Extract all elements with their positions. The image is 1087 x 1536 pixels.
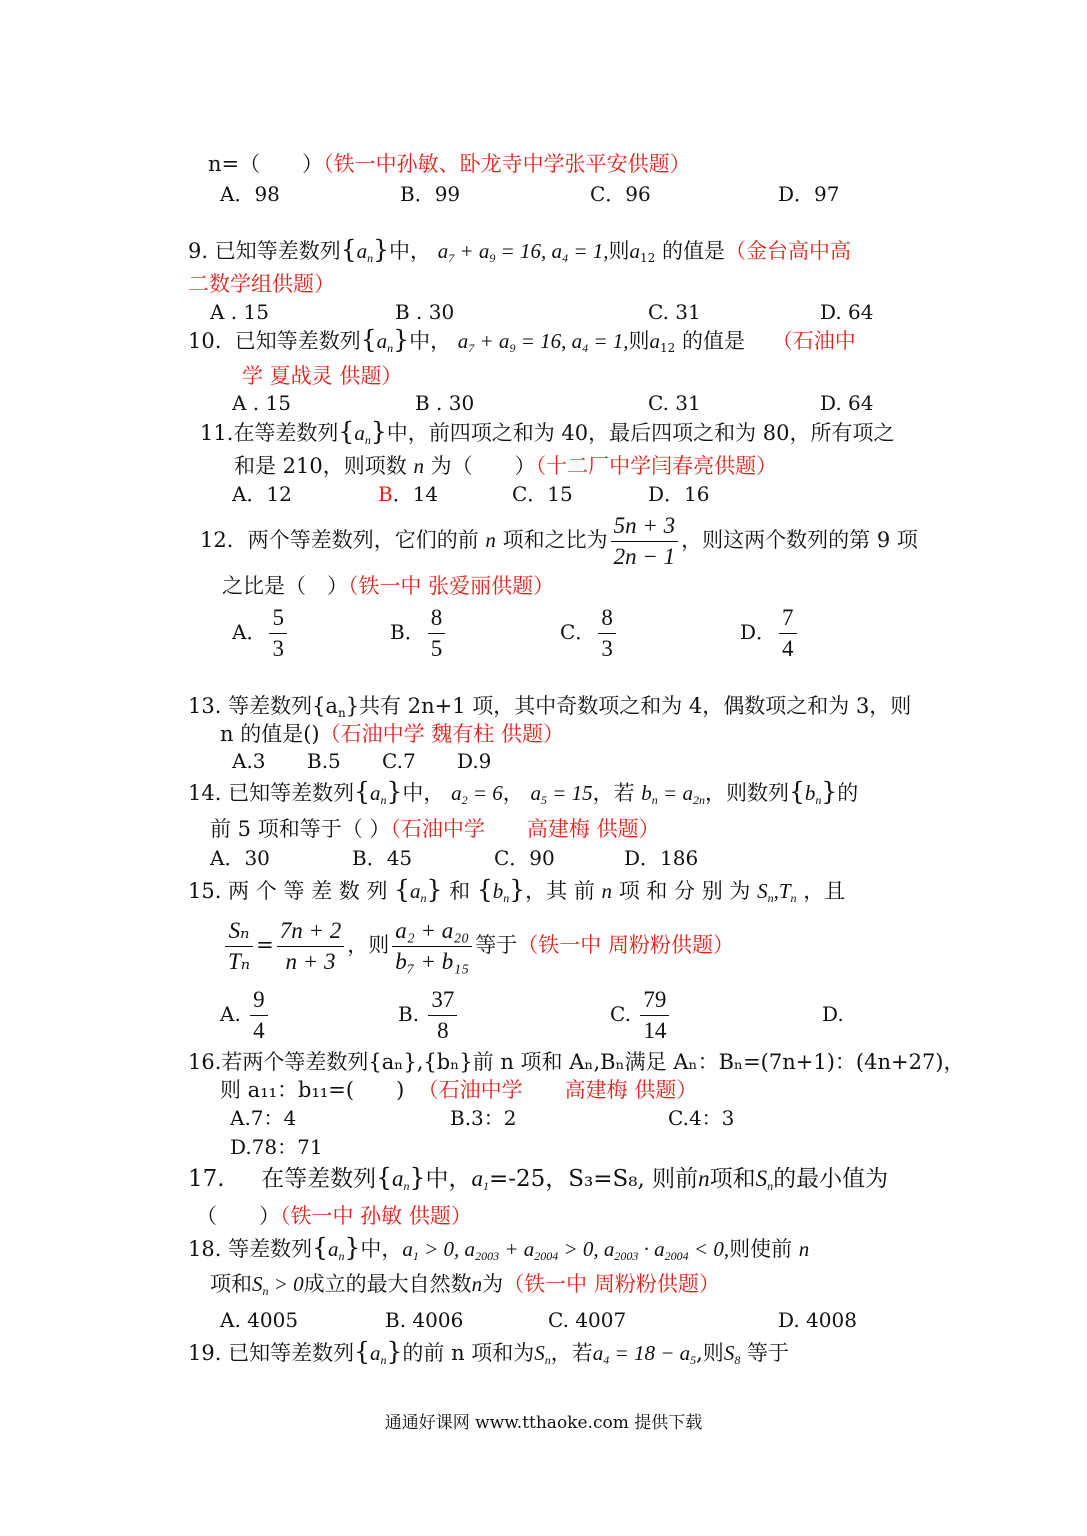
brace: { (340, 235, 357, 264)
q13-line2 (220, 720, 564, 748)
fraction-denominator: 3 (601, 636, 613, 661)
q12-credit: （铁一中 张爱丽供题） (348, 574, 555, 598)
q17-line1 (188, 1164, 888, 1193)
brace: { (376, 1163, 393, 1192)
q19-line1 (188, 1338, 789, 1367)
q17-sn: $S_n$ (755, 1166, 774, 1193)
seq-a: $a_n$ (356, 239, 374, 265)
q15-st: $S_n,T_n$ (757, 879, 797, 905)
q13-option-a: A.3 (232, 749, 266, 773)
q18-option-b: B. 4006 (385, 1308, 464, 1332)
q13-text2: }共有 2n+1 项，其中奇数项之和为 4，偶数项之和为 3，则 (345, 694, 912, 718)
q8-option-b: B．99 (400, 182, 461, 206)
q19-text2: 的前 n 项和为 (402, 1341, 535, 1365)
fraction-numerator: 9 (250, 985, 268, 1016)
q9-option-d: D. 64 (820, 300, 874, 324)
q14-credit: （石油中学 高建梅 供题） (390, 817, 660, 841)
q14-sep: ， (502, 781, 524, 805)
fraction-numerator: 79 (640, 985, 669, 1016)
q15-text6: ，则 (347, 933, 390, 957)
q16-option-a: A.7：4 (230, 1106, 297, 1130)
q12-ratio-fraction (611, 511, 679, 572)
q19-sn: $S_n$ (534, 1341, 551, 1367)
q12-text3: ，则这两个数列的第 9 项 (681, 528, 918, 552)
q17-text2: 中， (425, 1166, 472, 1192)
fraction-numerator: 8 (428, 603, 446, 634)
q18-sn: $S_n > 0$ (252, 1272, 304, 1298)
seq-b: $b_n$ (804, 781, 822, 807)
q12-text4: 之比是（ ） (222, 574, 348, 598)
q15-text7: 等于 (475, 933, 518, 957)
seq-a: $a_n$ (369, 781, 387, 807)
brace: { (312, 1233, 328, 1262)
q8-line (208, 150, 691, 178)
brace: { (788, 777, 805, 806)
q19-text3: ，若 (550, 1341, 593, 1365)
q10-credit2: 学 夏战灵 供题） (242, 364, 403, 388)
q11-option-b-value: ．14 (392, 482, 439, 506)
q13-text1: 13. 等差数列{a (188, 694, 338, 718)
q14-line1 (188, 778, 858, 807)
fraction-numerator: 7n + 2 (277, 916, 345, 947)
option-fraction (598, 603, 616, 664)
option-label: C. (610, 1002, 631, 1026)
q14-text3: ，若 (592, 781, 635, 805)
q9-credit1: （金台高中高 (724, 239, 851, 263)
q11-option-b (378, 480, 438, 508)
q18-option-a: A. 4005 (220, 1308, 299, 1332)
q12-text2: 项和之比为 (502, 528, 608, 552)
q10-line1 (188, 326, 856, 355)
q18-text1: 18. 等差数列 (188, 1237, 313, 1261)
fraction-numerator: 5n + 3 (611, 511, 679, 542)
seq-a: $a_n$ (410, 879, 427, 905)
q16-line2 (220, 1076, 697, 1104)
seq-a: $a_n$ (369, 1341, 387, 1367)
q17-number: 17. (188, 1166, 225, 1192)
q16-line1: 16.若两个等差数列{aₙ},{bₙ}前 n 项和 Aₙ,Bₙ满足 Aₙ：Bₙ=(7n+1)：(4n+27)， (188, 1050, 965, 1074)
q16-credit: （石油中学 高建梅 供题） (417, 1078, 698, 1102)
q16-option-b: B.3：2 (450, 1106, 517, 1130)
q10-text2: 中， (409, 329, 452, 353)
option-fraction (250, 985, 268, 1046)
brace: { (394, 875, 411, 904)
q10-option-d: D. 64 (820, 391, 874, 415)
q12-text1: 12．两个等差数列，它们的前 (200, 528, 479, 552)
q10-text: 已知等差数列 (234, 329, 361, 353)
q9-line1 (188, 236, 851, 265)
q18-credit: （铁一中 周粉粉供题） (503, 1272, 720, 1296)
q14-line2 (210, 815, 660, 843)
option-label: A. (220, 1002, 241, 1026)
fraction-denominator: n + 3 (285, 949, 336, 974)
fraction-numerator: 8 (598, 603, 616, 634)
q13-text3: n 的值是() (220, 722, 320, 746)
seq-a: $a_n$ (354, 421, 371, 447)
fraction-denominator: 3 (272, 636, 284, 661)
q15-option-c (610, 985, 672, 1046)
brace: } (409, 1163, 426, 1192)
q15-text5: ，且 (803, 879, 846, 903)
fraction-denominator: b₇ + b₁₅ (395, 949, 470, 974)
q11-option-d: D．16 (648, 482, 710, 506)
q15-fraction-ask (392, 916, 472, 977)
q10-equation: $a_7 + a_9 = 16$, $a_4 = 1$, (457, 329, 629, 355)
q9-equation: $a_7 + a_9 = 16$, $a_4 = 1$, (437, 239, 609, 265)
brace: } (386, 777, 403, 806)
q17-text4: 项和 (709, 1166, 756, 1192)
q9-option-c: C. 31 (648, 300, 701, 324)
option-fraction (428, 985, 457, 1046)
q14-option-d: D．186 (624, 846, 699, 870)
q12-option-a (232, 603, 290, 664)
fraction-denominator: 4 (253, 1018, 265, 1043)
q10-credit1: （石油中 (771, 329, 856, 353)
fraction-denominator: 8 (437, 1018, 449, 1043)
q8-tail: n=（ ） (208, 152, 324, 176)
seq-b: $b_n$ (492, 879, 510, 905)
q10-number: 10. (188, 329, 222, 353)
q18-option-c: C. 4007 (548, 1308, 627, 1332)
q17-text3: =-25，S₃=S₈, 则前 (488, 1166, 699, 1192)
q15-var: n (601, 879, 613, 903)
q16-text2: 则 a₁₁：b₁₁=( ) (220, 1078, 405, 1102)
q8-option-d: D．97 (778, 182, 840, 206)
brace: } (386, 1337, 403, 1366)
q15-option-b (398, 985, 460, 1046)
q10-option-b: B . 30 (415, 391, 475, 415)
var-n: n (698, 1166, 710, 1191)
q10-text3: 则$a_{12}$ 的值是 (628, 329, 745, 355)
q18-equation: $a_1 > 0$, $a_{2003} + a_{2004} > 0$, $a_{2003} \cdot a_{2004} < 0$, (402, 1237, 730, 1263)
q9-option-b: B . 30 (395, 300, 455, 324)
q14-text1: 14. 已知等差数列 (188, 781, 355, 805)
q9-text2: 中， (389, 239, 432, 263)
q11-text2: 中，前四项之和为 40，最后四项之和为 80，所有项之 (386, 421, 895, 445)
option-label: B. (398, 1002, 420, 1026)
q16-option-d: D.78：71 (230, 1135, 323, 1159)
q15-fraction-st (225, 916, 253, 977)
q19-text1: 19. 已知等差数列 (188, 1341, 355, 1365)
q8-option-a: A．98 (220, 182, 280, 206)
q13-line1 (188, 692, 911, 720)
option-label: C． (560, 620, 596, 644)
brace: } (393, 325, 410, 354)
q17-text6: （ ） (196, 1204, 280, 1228)
q9-text3: 则$a_{12}$ 的值是 (608, 239, 725, 265)
q15-line1 (188, 876, 845, 905)
q13-sub: n (337, 706, 346, 720)
brace: { (360, 325, 377, 354)
fraction-denominator: 2n − 1 (613, 544, 676, 569)
q11-credit: （十二厂中学闫春亮供题） (535, 454, 778, 478)
q11-var: n (413, 454, 424, 478)
q13-credit: （石油中学 魏有柱 供题） (319, 722, 564, 746)
q19-text4: ,则 (696, 1341, 724, 1365)
q15-option-d: D. (822, 1002, 844, 1026)
option-fraction (269, 603, 287, 664)
q17-line2 (196, 1202, 472, 1230)
q15-credit: （铁一中 周粉粉供题） (517, 933, 734, 957)
brace: { (354, 1337, 370, 1366)
q14-text6: 前 5 项和等于（ ） (210, 817, 391, 841)
q15-text4: 项 和 分 别 为 (618, 879, 751, 903)
fraction-numerator: Sₙ (225, 916, 253, 947)
brace: } (426, 875, 443, 904)
q14-option-a: A．30 (210, 846, 270, 870)
q15-text1: 15. 两 个 等 差 数 列 (188, 879, 388, 903)
q14-option-c: C．90 (494, 846, 555, 870)
q14-eq3: $b_n = a_{2n}$ (641, 781, 705, 807)
page-footer: 通通好课网 www.tthaoke.com 提供下载 (384, 1413, 703, 1433)
q11-line2 (234, 452, 777, 480)
brace: } (344, 1233, 361, 1262)
brace: { (354, 777, 370, 806)
option-label: A． (232, 620, 267, 644)
q13-option-d: D.9 (457, 749, 492, 773)
brace: } (373, 235, 390, 264)
var-n: n (798, 1237, 810, 1261)
q15-fraction-ratio (277, 916, 345, 977)
q11-option-a: A．12 (232, 482, 292, 506)
brace: } (821, 777, 838, 806)
q18-text6: 为 (482, 1272, 504, 1296)
q14-eq1: $a_2 = 6$ (451, 781, 503, 807)
fraction-denominator: 14 (643, 1018, 667, 1043)
option-fraction (640, 985, 669, 1046)
fraction-numerator: 5 (269, 603, 287, 634)
fraction-denominator: 4 (782, 636, 794, 661)
fraction-denominator: 5 (430, 636, 443, 661)
brace: } (370, 417, 387, 446)
q18-text2: 中， (360, 1237, 403, 1261)
q14-option-b: B．45 (352, 846, 413, 870)
q16-option-c: C.4：3 (668, 1106, 735, 1130)
q18-text4: 项和 (210, 1272, 252, 1296)
q14-text2: 中， (402, 781, 445, 805)
q14-eq2: $a_5 = 15$ (530, 781, 593, 807)
q17-a1: $a_1$ (471, 1166, 489, 1193)
q12-option-c (560, 603, 619, 664)
q18-text5: 成立的最大自然数 (303, 1272, 472, 1296)
fraction-numerator: 7 (779, 603, 797, 634)
q19-s8: $S_8$ (723, 1341, 741, 1367)
q15-line2: $\frac{\text{Sₙ}}{\text{Tₙ}}$ = $\frac{7n + 2}{n + 3}$ ，则 $\frac{\text{a₂ + a₂₀}}{\text{b₇ + b₁₅}}$ 等于（铁一中 周粉粉供题） (222, 912, 734, 978)
q11-text3: 和是 210，则项数 (234, 454, 407, 478)
fraction-numerator: a₂ + a₂₀ (392, 916, 472, 947)
brace: } (509, 875, 526, 904)
q9-credit2: 二数学组供题） (188, 272, 335, 296)
q12-line2 (222, 572, 554, 600)
fraction-numerator: 37 (428, 985, 457, 1016)
brace: { (338, 417, 355, 446)
q10-option-c: C. 31 (648, 391, 701, 415)
q15-option-a (220, 985, 271, 1046)
q11-text1: 11.在等差数列 (200, 421, 339, 445)
q15-text2: 和 (449, 879, 471, 903)
q17-credit: （铁一中 孙敏 供题） (280, 1204, 472, 1228)
q13-option-c: C.7 (382, 749, 416, 773)
q18-line2 (210, 1270, 720, 1298)
q14-text5: 的 (837, 781, 859, 805)
q13-option-b: B.5 (307, 749, 341, 773)
q8-credit: （铁一中孙敏、卧龙寺中学张平安供题） (323, 152, 691, 176)
q9-option-a: A . 15 (210, 300, 269, 324)
option-label: B． (390, 620, 425, 644)
q8-option-c: C．96 (590, 182, 651, 206)
q12-option-b (390, 603, 448, 664)
q11-option-b-letter: B (378, 482, 393, 506)
q11-option-c: C．15 (512, 482, 573, 506)
brace: { (476, 875, 493, 904)
q10-option-a: A . 15 (232, 391, 291, 415)
q9-number: 9. (188, 239, 215, 263)
var-n: n (471, 1272, 483, 1296)
q11-line1 (200, 418, 895, 447)
q17-text1: 在等差数列 (261, 1166, 377, 1192)
q12-var: n (485, 528, 496, 552)
q14-text4: ，则数列 (704, 781, 789, 805)
q12-line1 (200, 508, 918, 572)
q18-text3: 则使前 (729, 1237, 793, 1261)
q11-text4: 为（ ） (430, 454, 536, 478)
option-label: D． (740, 620, 777, 644)
q12-option-d (740, 603, 800, 664)
seq-a: $a_n$ (327, 1237, 345, 1263)
q18-option-d: D. 4008 (778, 1308, 857, 1332)
option-fraction (779, 603, 797, 664)
q15-text3: ，其 前 (525, 879, 595, 903)
fraction-denominator: Tₙ (228, 949, 251, 974)
q19-text5: 等于 (747, 1341, 789, 1365)
option-fraction (428, 603, 446, 664)
q17-text5: 的最小值为 (773, 1166, 889, 1192)
seq-a: $a_n$ (376, 329, 394, 355)
q9-text: 已知等差数列 (214, 239, 341, 263)
seq-a: $a_n$ (392, 1166, 410, 1193)
q19-equation: $a_4 = 18 - a_5$ (592, 1341, 697, 1367)
q18-line1 (188, 1234, 809, 1263)
